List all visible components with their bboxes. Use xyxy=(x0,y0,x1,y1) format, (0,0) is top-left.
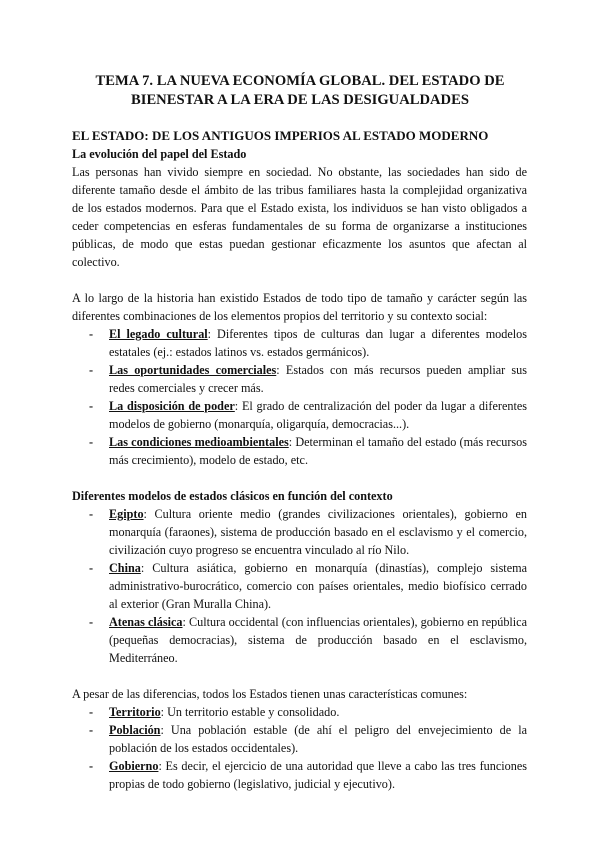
models-list xyxy=(72,505,527,667)
common-intro: A pesar de las diferencias, todos los Estados tienen unas características comunes: xyxy=(72,687,468,701)
models-heading: Diferentes modelos de estados clásicos en función del contexto xyxy=(72,489,393,503)
list-item-text: : Cultura oriente medio (grandes civilizaciones orientales), gobierno en monarquía (faraones), sistema de producción basado en el esclavismo y el comercio, civilización cuyo progreso se encuentra vinculado al río Nilo. xyxy=(109,507,527,557)
evolution-heading: La evolución del papel del Estado xyxy=(72,147,247,161)
list-item xyxy=(109,433,527,469)
document-body xyxy=(72,127,527,793)
list-item-term: China xyxy=(109,561,141,575)
common-list xyxy=(72,703,527,793)
list-item xyxy=(109,397,527,433)
list-item-text: : El grado de centralización del poder da lugar a diferentes modelos de gobierno (monarquía, oligarquía, democracias...). xyxy=(109,399,527,431)
list-item-term: Las oportunidades comerciales xyxy=(109,363,277,377)
list-item-text: : Un territorio estable y consolidado. xyxy=(160,705,340,719)
list-item xyxy=(109,325,527,361)
list-item xyxy=(109,613,527,667)
title-line-2: BIENESTAR A LA ERA DE LAS DESIGUALDADES xyxy=(131,92,469,108)
types-intro: A lo largo de la historia han existido Estados de todo tipo de tamaño y carácter según las diferentes combinaciones de los elementos propios del territorio y su contexto social: xyxy=(72,291,527,323)
document-title xyxy=(60,72,540,110)
list-item-text: : Una población estable (de ahí el peligro del envejecimiento de la población de los estados occidentales). xyxy=(109,723,527,755)
list-item xyxy=(109,757,527,793)
section-heading: EL ESTADO: DE LOS ANTIGUOS IMPERIOS AL ESTADO MODERNO xyxy=(72,128,489,143)
evolution-paragraph: Las personas han vivido siempre en sociedad. No obstante, las sociedades han sido de diferente tamaño desde el ámbito de las tribus familiares hasta la complejidad organizativa de los estados modernos. Para que el Estado exista, los individuos se han visto obligados a ceder competencias en esferas fundamentales de su forma de organizarse a instituciones públicas, de modo que estas puedan gestionar eficazmente los asuntos que afectan al colectivo. xyxy=(72,165,527,269)
list-item-text: : Cultura asiática, gobierno en monarquía (dinastías), complejo sistema administrativo-burocrático, comercio con países orientales, medio biofísico cerrado al exterior (Gran Muralla China). xyxy=(109,561,527,611)
list-item-text: : Estados con más recursos pueden ampliar sus redes comerciales y crecer más. xyxy=(109,363,527,395)
title-line-1: TEMA 7. LA NUEVA ECONOMÍA GLOBAL. DEL ESTADO DE xyxy=(95,73,505,89)
list-item-term: Gobierno xyxy=(109,759,159,773)
spacer xyxy=(72,271,527,289)
list-item-term: Atenas clásica xyxy=(109,615,183,629)
spacer xyxy=(72,667,527,685)
list-item xyxy=(109,361,527,397)
list-item xyxy=(109,559,527,613)
list-item-term: Egipto xyxy=(109,507,144,521)
list-item-term: La disposición de poder xyxy=(109,399,235,413)
spacer xyxy=(72,469,527,487)
list-item-term: El legado cultural xyxy=(109,327,208,341)
list-item-text: : Determinan el tamaño del estado (más recursos más crecimiento), modelo de estado, etc. xyxy=(109,435,528,467)
list-item-text: : Cultura occidental (con influencias orientales), gobierno en república (pequeñas democracias), sistema de producción basado en el esclavismo, Mediterráneo. xyxy=(109,615,527,665)
list-item-term: Población xyxy=(109,723,161,737)
types-list xyxy=(72,325,527,469)
list-item xyxy=(109,505,527,559)
list-item-term: Territorio xyxy=(109,705,161,719)
list-item xyxy=(109,721,527,757)
list-item-text: : Es decir, el ejercicio de una autoridad que lleve a cabo las tres funciones propias de todo gobierno (legislativo, judicial y ejecutivo). xyxy=(109,759,527,791)
list-item-term: Las condiciones medioambientales xyxy=(109,435,289,449)
list-item-text: : Diferentes tipos de culturas dan lugar a diferentes modelos estatales (ej.: estados latinos vs. estados germánicos). xyxy=(109,327,527,359)
list-item xyxy=(109,703,527,721)
